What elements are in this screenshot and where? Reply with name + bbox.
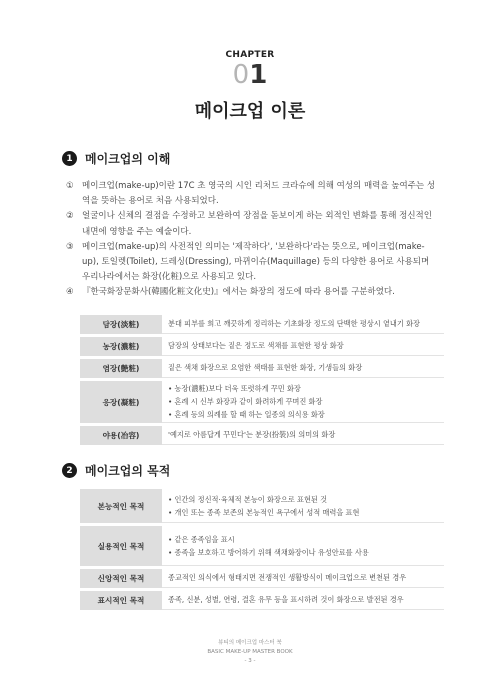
section-1-title: 메이크업의 이해 — [85, 152, 171, 166]
section-2-heading — [62, 462, 170, 479]
chapter-number-one: 1 — [249, 60, 268, 90]
table-row — [80, 315, 444, 334]
table-row — [80, 526, 444, 566]
bullet-item: • 개인 또는 종족 보존의 본능적인 욕구에서 성적 매력을 표현 — [168, 506, 438, 519]
bullet-item: • 혼례 등의 의례를 할 때 하는 일종의 의식용 화장 — [168, 408, 438, 421]
chapter-number-zero: 0 — [232, 60, 250, 90]
table-row-description — [162, 569, 444, 588]
table-row — [80, 426, 444, 445]
makeup-terms-table — [80, 312, 444, 448]
bullet-item: • 같은 종족임을 표시 — [168, 533, 438, 546]
list-item — [66, 240, 440, 286]
list-item-number: ① — [66, 181, 74, 191]
bullet-item: • 종족을 보호하고 방어하기 위해 색채화장이나 유성안료를 사용 — [168, 546, 438, 559]
bullet-list — [168, 533, 438, 559]
table-row — [80, 381, 444, 423]
table-row-label: 실용적인 목적 — [80, 526, 162, 566]
section-1-list — [66, 179, 440, 301]
table-row-label: 농장(濃粧) — [80, 337, 162, 356]
table-row — [80, 591, 444, 610]
list-item-text: 얼굴이나 신체의 결점을 수정하고 보완하여 장점을 돋보이게 하는 외적인 변화를 통해 정신적인 내면에 영향을 주는 예술이다. — [82, 211, 432, 237]
chapter-number — [0, 60, 500, 90]
list-item-number: ④ — [66, 287, 74, 298]
bullet-item: • 인간의 정신적·육체적 본능이 화장으로 표현된 것 — [168, 493, 438, 506]
section-1-heading — [62, 150, 170, 167]
table-row — [80, 489, 444, 523]
description-text: 짙은 색채 화장으로 요염한 색태를 표현한 화장, 기생들의 화장 — [168, 363, 363, 372]
list-item-number: ③ — [66, 241, 74, 252]
page-title: 메이크업 이론 — [194, 101, 306, 122]
description-text: 담장의 상태보다는 짙은 정도로 색채를 표현한 평상 화장 — [168, 341, 344, 350]
section-1-badge: 1 — [62, 151, 77, 166]
bullet-item: • 혼례 시 신부 화장과 같이 화려하게 꾸며진 화장 — [168, 395, 438, 408]
list-item-number: ② — [66, 211, 74, 222]
table-row-description — [162, 591, 444, 610]
bullet-item: • 농장(濃粧)보다 더욱 또렷하게 꾸민 화장 — [168, 382, 438, 395]
table-row-description — [162, 381, 444, 423]
list-item — [66, 285, 440, 300]
table-row-description — [162, 359, 444, 378]
table-row-label: 야용(冶容) — [80, 426, 162, 445]
footer-line-1: 뷰티의 메이크업 마스터 북 — [218, 640, 282, 646]
list-item — [66, 209, 440, 239]
list-item — [66, 179, 440, 209]
table-row-description — [162, 489, 444, 523]
table-row-description — [162, 337, 444, 356]
table-row-label: 표시적인 목적 — [80, 591, 162, 610]
table-row-label: 본능적인 목적 — [80, 489, 162, 523]
table-row — [80, 569, 444, 588]
table-row-label: 신앙적인 목적 — [80, 569, 162, 588]
footer-line-2: BASIC MAKE-UP MASTER BOOK — [207, 649, 293, 655]
list-item-text: 메이크업(make-up)의 사전적인 의미는 '제작하다', '보완하다'라는 뜻으로, 메이크업(make-up), 토일렛(Toilet), 드레싱(Dressing), 마뀌이슈(Maquillage) 등의 다양한 용어로 사용되며 우리나라에서는 화장(化粧)으로 사용되고 있다. — [82, 241, 430, 283]
description-text: '예지로 아름답게 꾸민다'는 분장(扮裝)의 의미의 화장 — [168, 430, 336, 439]
description-text: 종교적인 의식에서 형태지면 전쟁적인 생활방식이 메이크업으로 변천된 경우 — [168, 573, 407, 582]
bullet-list — [168, 493, 438, 519]
table-row-description — [162, 426, 444, 445]
table-row-description — [162, 315, 444, 334]
bullet-list — [168, 382, 438, 421]
table-row-description — [162, 526, 444, 566]
table-row — [80, 359, 444, 378]
page-number: - 3 - — [244, 658, 256, 664]
table-row-label: 응장(凝粧) — [80, 381, 162, 423]
table-row-label: 염장(艶粧) — [80, 359, 162, 378]
page-footer — [0, 639, 500, 666]
table-row — [80, 337, 444, 356]
description-text: 분대 피부를 희고 깨끗하게 정리하는 기초화장 정도의 단백한 평상시 옅내기 화장 — [168, 319, 420, 328]
description-text: 종족, 신분, 성별, 연령, 결혼 유무 등을 표시하려 것이 화장으로 발전된 경우 — [168, 595, 404, 604]
list-item-text: 메이크업(make-up)이란 17C 초 영국의 시인 리처드 크라슈에 의해 여성의 매력을 높여주는 성역을 뜻하는 용어로 처음 사용되었다. — [82, 181, 436, 207]
makeup-purpose-table — [80, 486, 444, 613]
table-row-label: 담장(淡粧) — [80, 315, 162, 334]
list-item-text: 『한국화장문화사(韓國化粧文化史)』에서는 화장의 정도에 따라 용어를 구분하였다. — [82, 287, 395, 298]
section-2-title: 메이크업의 목적 — [85, 464, 171, 478]
section-2-badge: 2 — [62, 463, 77, 478]
chapter-label: CHAPTER — [225, 50, 275, 60]
